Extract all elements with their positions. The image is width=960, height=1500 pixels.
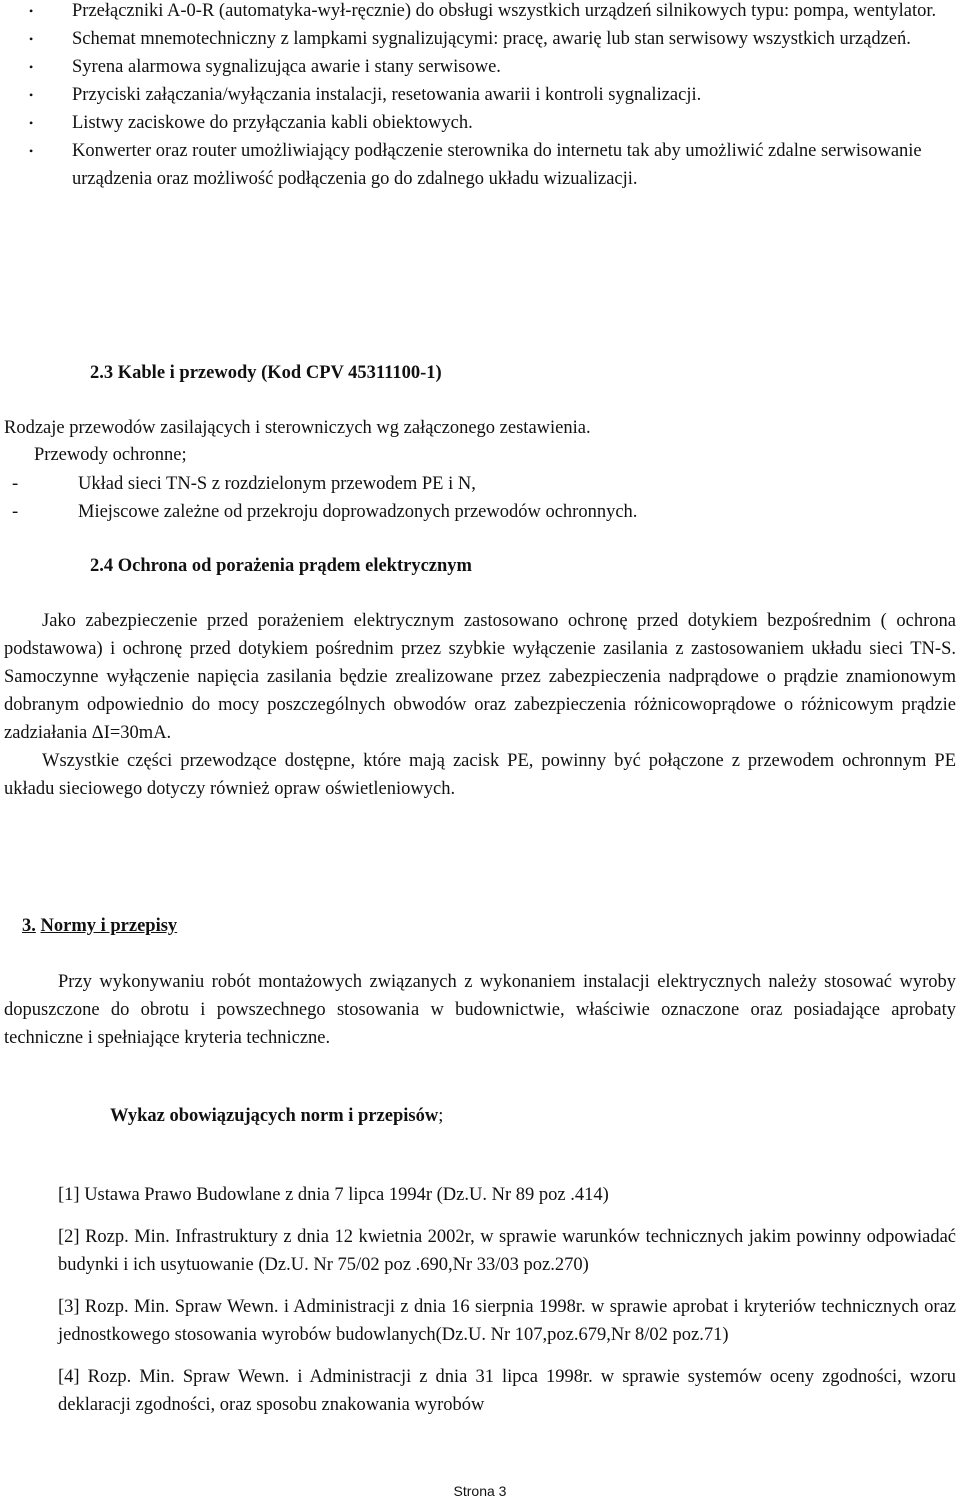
bullet-marker: • [29,4,34,18]
bullet-marker: • [29,144,34,158]
bullet-text: Schemat mnemotechniczny z lampkami sygnalizującymi: pracę, awarię lub stan serwisowy wszystkich urządzeń. [72,29,911,49]
norms-list-title: Wykaz obowiązujących norm i przepisów [110,1106,439,1126]
dash-marker: - [12,502,19,522]
protective-conductors-list [12,470,637,526]
dash-marker: - [12,474,19,494]
bullet-text: Syrena alarmowa sygnalizująca awarie i stany serwisowe. [72,57,501,77]
list-item-text: Miejscowe zależne od przekroju doprowadzonych przewodów ochronnych. [78,502,638,522]
section-2-4-body [4,607,956,803]
norms-list-suffix: ; [438,1106,444,1126]
reference-item: [2] Rozp. Min. Infrastruktury z dnia 12 kwietnia 2002r, w sprawie warunków technicznych jakim powinny odpowiadać budynki i ich usytuowanie (Dz.U. Nr 75/02 poz .690,Nr 33/03 poz.270) [58,1227,956,1275]
reference-item: [3] Rozp. Min. Spraw Wewn. i Administracji z dnia 16 sierpnia 1998r. w sprawie aprobat i kryteriów technicznych oraz jednostkowego stosowania wyrobów budowlanych(Dz.U. Nr 107,poz.679,Nr 8/02 poz.71) [58,1297,956,1345]
list-item [12,498,637,526]
bullet-text: Listwy zaciskowe do przyłączania kabli obiektowych. [72,113,473,133]
section-2-3-line1: Rodzaje przewodów zasilających i sterowniczych wg załączonego zestawienia. [4,418,591,438]
section-3-title: Normy i przepisy [40,916,178,936]
bullet-marker: • [29,32,34,46]
section-2-3-heading: 2.3 Kable i przewody (Kod CPV 45311100-1) [90,363,442,383]
bullet-marker: • [29,60,34,74]
bullet-marker: • [29,88,34,102]
reference-item: [4] Rozp. Min. Spraw Wewn. i Administracji z dnia 31 lipca 1998r. w sprawie systemów oceny zgodności, wzoru deklaracji zgodności, oraz sposobu znakowania wyrobów [58,1367,956,1415]
section-2-3-line2: Przewody ochronne; [34,445,187,465]
section-3-body [4,968,956,1052]
equipment-bullet-list [22,0,942,193]
section-3-number: 3. [22,916,36,936]
norms-reference-list [58,1181,956,1433]
paragraph: Wszystkie części przewodzące dostępne, które mają zacisk PE, powinny być połączone z przewodem ochronnym PE układu sieciowego dotyczy również opraw oświetleniowych. [4,751,956,799]
page-number-footer: Strona 3 [453,1483,507,1499]
paragraph: Jako zabezpieczenie przed porażeniem elektrycznym zastosowano ochronę przed dotykiem bezpośrednim ( ochrona podstawowa) i ochronę przed dotykiem pośrednim przez szybkie wyłączenie zasilania z zastosowaniem układu sieci TN-S. Samoczynne wyłączenie napięcia zasilania będzie zrealizowane przez zabezpieczenia nadprądowe o prądzie znamionowym dobranym odpowiednio do mocy poszczególnych obwodów oraz zabezpieczenia różnicowoprądowe o różnicowym prądzie zadziałania ΔI=30mA. [4,611,956,743]
bullet-text: Konwerter oraz router umożliwiający podłączenie sterownika do internetu tak aby umożliwić zdalne serwisowanie urządzenia oraz możliwość podłączenia go do zdalnego układu wizualizacji. [72,141,922,189]
bullet-item [22,81,942,109]
bullet-item [22,0,942,25]
section-2-4-heading: 2.4 Ochrona od porażenia prądem elektrycznym [90,556,472,576]
paragraph: Przy wykonywaniu robót montażowych związanych z wykonaniem instalacji elektrycznych należy stosować wyroby dopuszczone do obrotu i powszechnego stosowania w budownictwie, właściwie oznaczone oraz posiadające aprobaty techniczne i spełniające kryteria techniczne. [4,972,956,1048]
list-item-text: Układ sieci TN-S z rozdzielonym przewodem PE i N, [78,474,476,494]
bullet-marker: • [29,116,34,130]
bullet-item [22,137,942,193]
bullet-text: Przełączniki A-0-R (automatyka-wył-ręcznie) do obsługi wszystkich urządzeń silnikowych typu: pompa, wentylator. [72,1,937,21]
norms-list-heading [110,1102,910,1130]
reference-item: [1] Ustawa Prawo Budowlane z dnia 7 lipca 1994r (Dz.U. Nr 89 poz .414) [58,1185,609,1205]
list-item [12,470,637,498]
bullet-text: Przyciski załączania/wyłączania instalacji, resetowania awarii i kontroli sygnalizacji. [72,85,702,105]
bullet-item [22,25,942,53]
section-3-heading [22,912,177,940]
bullet-item [22,109,942,137]
bullet-item [22,53,942,81]
